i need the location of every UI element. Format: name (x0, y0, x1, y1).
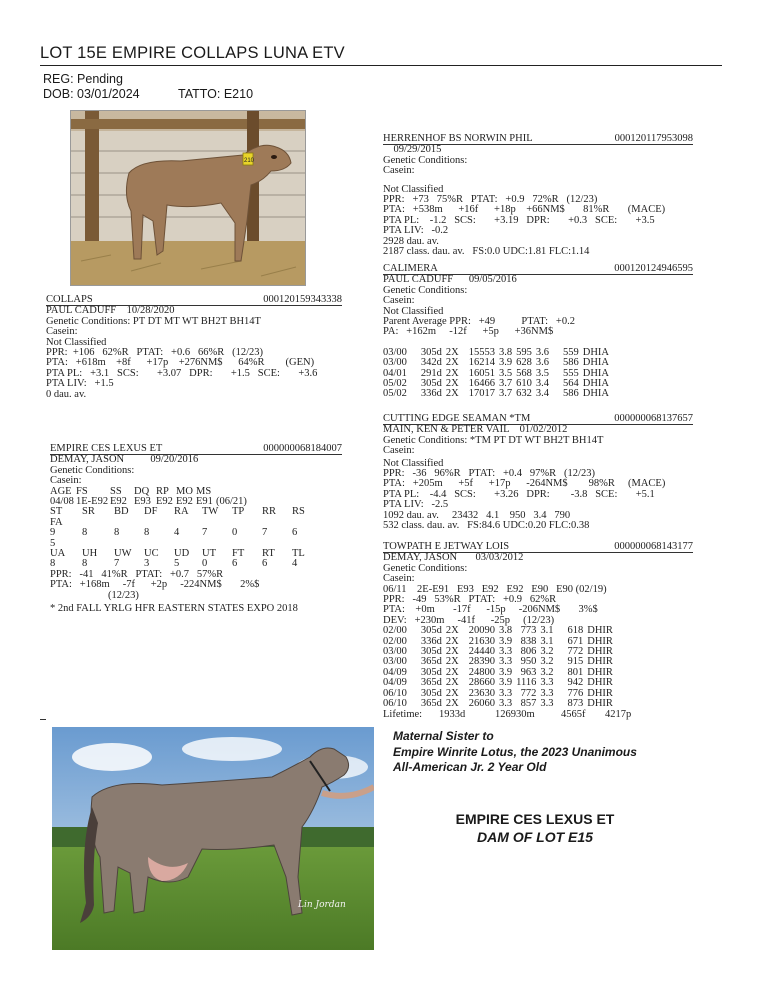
record-cell: 3.6 (535, 346, 550, 358)
norwin-line: Casein: (383, 165, 415, 177)
norwin-line: Genetic Conditions: (383, 154, 468, 166)
lin-col: TP (232, 506, 245, 518)
record-cell: 2X (445, 656, 459, 668)
record-cell: 942 (567, 677, 584, 689)
record-cell: 772 (520, 687, 537, 699)
lin-col: UC (144, 548, 159, 560)
record-cell: 16214 (468, 357, 496, 369)
tatto-line: TATTO: E210 (178, 87, 254, 101)
record-cell: DHIR (587, 677, 613, 689)
class-col: FS (76, 485, 88, 497)
record-cell: DHIR (587, 698, 613, 710)
norwin-line: PTA PL: -1.2 SCS: +3.19 DPR: +0.3 SCE: +3.5 (383, 214, 655, 226)
lin-col: UA (50, 548, 66, 560)
record-cell: 24800 (468, 666, 496, 678)
record-cell: 915 (567, 656, 584, 668)
record-cell: 772 (567, 646, 584, 658)
calimera-line: PAUL CADUFF 09/05/2016 (383, 274, 517, 286)
record-cell: 2X (445, 635, 459, 647)
lin-col: UD (174, 548, 190, 560)
norwin-line: PTA LIV: -0.2 (383, 225, 449, 237)
record-cell: 3.3 (499, 646, 513, 658)
dam-photo-illustration (52, 727, 374, 950)
record-cell: 2X (445, 646, 459, 658)
collaps-line: PTA: +618m +8f +17p +276NM$ 64%R (GEN) (46, 357, 315, 369)
collaps-line: PTA LIV: +1.5 (46, 378, 114, 390)
record-cell: 3.3 (540, 698, 554, 710)
record-cell: 2X (445, 357, 459, 369)
record-cell: 02/00 (383, 625, 407, 637)
record-cell: 28660 (468, 677, 496, 689)
record-cell: 2X (445, 367, 459, 379)
record-cell: 776 (567, 687, 584, 699)
lot-title: LOT 15E EMPIRE COLLAPS LUNA ETV (40, 44, 345, 62)
lin-val: 7 (202, 527, 208, 539)
record-cell: 3.5 (499, 367, 513, 379)
calimera-line: Parent Average PPR: +49 PTAT: +0.2 (383, 316, 575, 328)
lifetime-fat: 4565f (561, 708, 586, 720)
norwin-name: HERRENHOF BS NORWIN PHIL (383, 133, 533, 144)
record-cell: 555 (563, 367, 579, 379)
record-cell: 20090 (468, 625, 496, 637)
lois-line: DEV: +230m -41f -25p (12/23) (383, 614, 555, 626)
sire-block-seaman (383, 414, 693, 531)
record-cell: 02/00 (383, 635, 407, 647)
record-cell: 03/00 (383, 346, 407, 358)
record-cell: DHIR (587, 635, 613, 647)
lexus-linear-head-1 (50, 507, 342, 528)
lin-col: RT (262, 548, 275, 560)
lin-col: DF (144, 506, 158, 518)
record-cell: 628 (516, 357, 532, 369)
record-cell: DHIR (587, 646, 613, 658)
class-val: 04/08 (50, 496, 74, 508)
lexus-line: Casein: (50, 475, 82, 487)
record-cell: 595 (516, 346, 532, 358)
seaman-line: Not Classified (383, 457, 444, 469)
dam-block-calimera (383, 264, 693, 400)
class-col: DQ (134, 485, 150, 497)
record-cell: 3.5 (535, 367, 550, 379)
record-cell: 857 (520, 698, 537, 710)
lexus-linear-head-2 (50, 549, 342, 559)
lexus-note: * 2nd FALL YRLG HFR EASTERN STATES EXPO 2018 (50, 603, 298, 615)
lin-val: 8 (82, 558, 88, 570)
class-col: RP (156, 485, 169, 497)
record-row (383, 699, 617, 709)
dam-name: EMPIRE CES LEXUS ET (455, 811, 615, 827)
lois-line: Casein: (383, 573, 415, 585)
record-cell: 3.8 (499, 346, 513, 358)
norwin-line: 2187 class. dau. av. FS:0.0 UDC:1.81 FLC:1.14 (383, 246, 590, 258)
seaman-line: MAIN, KEN & PETER VAIL 01/02/2012 (383, 424, 568, 436)
lois-lifetime (383, 710, 693, 720)
seaman-name: CUTTING EDGE SEAMAN *TM (383, 413, 531, 424)
record-cell: 17017 (468, 388, 496, 400)
class-val: E92 (176, 496, 193, 508)
lifetime-label: Lifetime: (383, 708, 423, 720)
record-cell: DHIA (582, 388, 610, 400)
class-col: SS (110, 485, 122, 497)
record-cell: 2X (445, 346, 459, 358)
lin-val: 6 (232, 558, 238, 570)
record-cell: 3.4 (535, 388, 550, 400)
record-cell: 3.8 (499, 625, 513, 637)
collaps-line: PAUL CADUFF 10/28/2020 (46, 305, 175, 317)
seaman-line: Genetic Conditions: *TM PT DT WT BH2T BH14T (383, 434, 604, 446)
lexus-ppr: PPR: -41 41%R PTAT: +0.7 57%R (50, 568, 224, 580)
record-cell: 03/00 (383, 646, 407, 658)
calimera-line: Genetic Conditions: (383, 284, 468, 296)
record-cell: 305d (420, 625, 442, 637)
class-col: MS (196, 485, 212, 497)
dam-photo (52, 727, 374, 950)
record-cell: 3.1 (540, 635, 554, 647)
reg-line: REG: Pending (43, 72, 123, 86)
dob-line: DOB: 03/01/2024 (43, 87, 140, 101)
lin-col: RA (174, 506, 189, 518)
collaps-reg-number: 000120159343338 (263, 294, 342, 305)
seaman-line: PTA PL: -4.4 SCS: +3.26 DPR: -3.8 SCE: +5.1 (383, 488, 655, 500)
record-cell: 2X (445, 698, 459, 710)
record-cell: 23630 (468, 687, 496, 699)
lin-val: 8 (82, 527, 88, 539)
record-cell: 05/02 (383, 388, 407, 400)
record-cell: 3.3 (540, 687, 554, 699)
lois-line: Genetic Conditions: (383, 562, 468, 574)
lexus-linear-val-1 (50, 528, 342, 549)
calimera-line: Not Classified (383, 305, 444, 317)
lin-col: UW (114, 548, 132, 560)
record-cell: 305d (420, 378, 442, 390)
lifetime-milk: 126930m (495, 708, 535, 720)
class-val: E91 (196, 496, 213, 508)
record-cell: 24440 (468, 646, 496, 658)
record-cell: 305d (420, 346, 442, 358)
record-cell: 3.4 (535, 378, 550, 390)
record-cell: 3.6 (535, 357, 550, 369)
record-cell: 3.3 (499, 698, 513, 710)
calimera-line: Casein: (383, 295, 415, 307)
lin-col: UH (82, 548, 98, 560)
seaman-line: PTA LIV: -2.5 (383, 499, 449, 511)
collaps-line: Genetic Conditions: PT DT MT WT BH2T BH14T (46, 315, 261, 327)
record-cell: 305d (420, 646, 442, 658)
record-cell: 773 (520, 625, 537, 637)
lin-val: 4 (174, 527, 180, 539)
record-cell: 2X (445, 677, 459, 689)
collaps-name: COLLAPS (46, 294, 93, 305)
lin-col: SR (82, 506, 95, 518)
class-val: (06/21) (216, 496, 247, 508)
record-cell: 632 (516, 388, 532, 400)
record-cell: 365d (420, 677, 442, 689)
lin-val: 8 (114, 527, 120, 539)
lin-val: 0 (202, 558, 208, 570)
lifetime-protein: 4217p (605, 708, 632, 720)
lin-col: RR (262, 506, 277, 518)
lin-val: 6 (262, 558, 268, 570)
calf-photo-illustration (71, 111, 306, 286)
record-cell: 3.2 (540, 656, 554, 668)
record-cell: 801 (567, 666, 584, 678)
record-cell: 2X (445, 666, 459, 678)
class-val: E92 (110, 496, 127, 508)
calimera-reg-number: 000120124946595 (614, 263, 693, 274)
lois-line: PPR: -49 53%R PTAT: +0.9 62%R (383, 594, 557, 606)
lin-val: 7 (114, 558, 120, 570)
lin-col: RS (292, 506, 305, 518)
record-cell: 3.3 (499, 656, 513, 668)
sire-block-collaps (46, 295, 342, 400)
record-cell: 291d (420, 367, 442, 379)
lin-val: 7 (262, 527, 268, 539)
lin-col: FA (50, 516, 63, 528)
record-cell: DHIA (582, 346, 610, 358)
lin-val: 8 (144, 527, 150, 539)
record-cell: 586 (563, 357, 579, 369)
calimera-records (383, 348, 613, 400)
record-cell: 05/02 (383, 378, 407, 390)
record-cell: 586 (563, 388, 579, 400)
seaman-line: Casein: (383, 445, 415, 457)
record-cell: 3.7 (499, 388, 513, 400)
lin-col: TL (292, 548, 305, 560)
norwin-line: 2928 dau. av. (383, 235, 439, 247)
record-cell: 3.2 (540, 646, 554, 658)
record-cell: 04/01 (383, 367, 407, 379)
seaman-reg-number: 000000068137657 (614, 413, 693, 424)
record-cell: 365d (420, 656, 442, 668)
dam-block-lexus (50, 444, 342, 615)
record-cell: DHIR (587, 666, 613, 678)
record-cell: 342d (420, 357, 442, 369)
record-cell: 806 (520, 646, 537, 658)
sire-block-norwin (383, 134, 693, 257)
record-cell: 3.2 (540, 666, 554, 678)
record-cell: 3.7 (499, 378, 513, 390)
record-cell: DHIR (587, 656, 613, 668)
lin-col: UT (202, 548, 216, 560)
lin-val: 8 (50, 558, 56, 570)
norwin-reg-number: 000120117953098 (614, 133, 693, 144)
record-cell: 963 (520, 666, 537, 678)
record-cell: 618 (567, 625, 584, 637)
norwin-line: PPR: +73 75%R PTAT: +0.9 72%R (12/23) (383, 194, 598, 206)
record-cell: 04/09 (383, 666, 407, 678)
ear-tag-number: 210 (244, 158, 255, 164)
lexus-reg-number: 000000068184007 (263, 443, 342, 454)
seaman-line: 532 class. dau. av. FS:84.6 UDC:0.20 FLC:0.38 (383, 520, 590, 532)
dam-caption-block (440, 810, 630, 846)
record-cell: 873 (567, 698, 584, 710)
lin-val: 4 (292, 558, 298, 570)
record-cell: 21630 (468, 635, 496, 647)
record-cell: 610 (516, 378, 532, 390)
lin-val: 9 (50, 527, 56, 539)
record-cell: 564 (563, 378, 579, 390)
lexus-line: Genetic Conditions: (50, 464, 135, 476)
seaman-line: PPR: -36 96%R PTAT: +0.4 97%R (12/23) (383, 468, 595, 480)
record-cell: 2X (445, 687, 459, 699)
maternal-sister-note (393, 729, 637, 776)
lexus-date: (12/23) (108, 589, 139, 601)
record-cell: 3.1 (540, 625, 554, 637)
lifetime-days: 1933d (439, 708, 466, 720)
divider-mark (40, 719, 46, 720)
lois-name: TOWPATH E JETWAY LOIS (383, 541, 510, 552)
record-cell: 559 (563, 346, 579, 358)
lois-line: 06/11 2E-E91 E93 E92 E92 E90 E90 (02/19) (383, 583, 607, 595)
record-cell: 3.9 (499, 677, 513, 689)
record-cell: 1116 (516, 677, 537, 689)
record-cell: 16466 (468, 378, 496, 390)
record-cell: 28390 (468, 656, 496, 668)
record-cell: 2X (445, 388, 459, 400)
record-cell: 336d (420, 635, 442, 647)
lin-val: 0 (232, 527, 238, 539)
lois-reg-number: 000000068143177 (614, 541, 693, 552)
lin-val: 6 (292, 527, 298, 539)
record-cell: 3.3 (540, 677, 554, 689)
maternal-line-1: Maternal Sister to (393, 729, 494, 743)
record-cell: 16051 (468, 367, 496, 379)
record-cell: 03/00 (383, 357, 407, 369)
collaps-line: 0 dau. av. (46, 388, 87, 400)
collaps-line: Casein: (46, 326, 78, 338)
record-cell: 305d (420, 687, 442, 699)
record-cell: 838 (520, 635, 537, 647)
class-col: MO (176, 485, 193, 497)
collaps-line: PTA PL: +3.1 SCS: +3.07 DPR: +1.5 SCE: +3.6 (46, 367, 318, 379)
lois-records (383, 626, 617, 709)
record-cell: 3.9 (499, 635, 513, 647)
photo-signature: Lin Jordan (298, 900, 346, 910)
record-cell: 950 (520, 656, 537, 668)
record-cell: DHIA (582, 357, 610, 369)
record-cell: 336d (420, 388, 442, 400)
lin-val: 5 (174, 558, 180, 570)
record-cell: DHIA (582, 378, 610, 390)
collaps-line: Not Classified (46, 336, 107, 348)
seaman-line: PTA: +205m +5f +17p -264NM$ 98%R (MACE) (383, 478, 666, 490)
lexus-name: EMPIRE CES LEXUS ET (50, 443, 163, 454)
record-cell: 305d (420, 666, 442, 678)
reg-info (43, 72, 253, 102)
lexus-line: DEMAY, JASON 09/20/2016 (50, 454, 199, 466)
calimera-line: PA: +162m -12f +5p +36NM$ (383, 326, 554, 338)
maternal-line-2: Empire Winrite Lotus, the 2023 Unanimous (393, 744, 637, 759)
lin-val: 3 (144, 558, 150, 570)
lin-val: 5 (50, 537, 56, 549)
collaps-line: PPR: +106 62%R PTAT: +0.6 66%R (12/23) (46, 347, 263, 359)
norwin-line: Not Classified (383, 183, 444, 195)
lin-col: TW (202, 506, 219, 518)
record-cell: 03/00 (383, 656, 407, 668)
record-row (383, 389, 613, 399)
record-cell: DHIR (587, 625, 613, 637)
lin-col: ST (50, 506, 63, 518)
record-cell: 3.9 (499, 666, 513, 678)
lot-title-bar (40, 44, 722, 66)
norwin-line: PTA: +538m +16f +18p +66NM$ 81%R (MACE) (383, 204, 666, 216)
lexus-pta: PTA: +168m -7f +2p -224NM$ 2%$ (50, 579, 260, 591)
record-cell: 2X (445, 378, 459, 390)
record-cell: DHIA (582, 367, 610, 379)
record-cell: 365d (420, 698, 442, 710)
record-cell: 06/10 (383, 698, 407, 710)
calf-photo (70, 110, 306, 286)
dob-tatto-row (43, 87, 253, 102)
dam-of-lot: DAM OF LOT E15 (477, 829, 593, 845)
class-col: AGE (50, 485, 72, 497)
class-val: 1E-E92 (76, 496, 109, 508)
record-cell: 3.9 (499, 357, 513, 369)
lin-col: BD (114, 506, 129, 518)
record-cell: 2X (445, 625, 459, 637)
seaman-line: 1092 dau. av. 23432 4.1 950 3.4 790 (383, 509, 571, 521)
lois-line: PTA: +0m -17f -15p -206NM$ 3%$ (383, 604, 598, 616)
record-cell: 26060 (468, 698, 496, 710)
record-cell: 15553 (468, 346, 496, 358)
maternal-line-3: All-American Jr. 2 Year Old (393, 760, 547, 774)
class-val: E92 (156, 496, 173, 508)
calimera-name: CALIMERA (383, 263, 438, 274)
lin-col: FT (232, 548, 245, 560)
norwin-line: 09/29/2015 (383, 144, 442, 156)
record-cell: 04/09 (383, 677, 407, 689)
class-val: E93 (134, 496, 151, 508)
record-cell: 568 (516, 367, 532, 379)
record-cell: 06/10 (383, 687, 407, 699)
dam-block-lois (383, 542, 693, 720)
record-cell: 671 (567, 635, 584, 647)
record-cell: DHIR (587, 687, 613, 699)
lois-line: DEMAY, JASON 03/03/2012 (383, 552, 524, 564)
record-cell: 3.3 (499, 687, 513, 699)
